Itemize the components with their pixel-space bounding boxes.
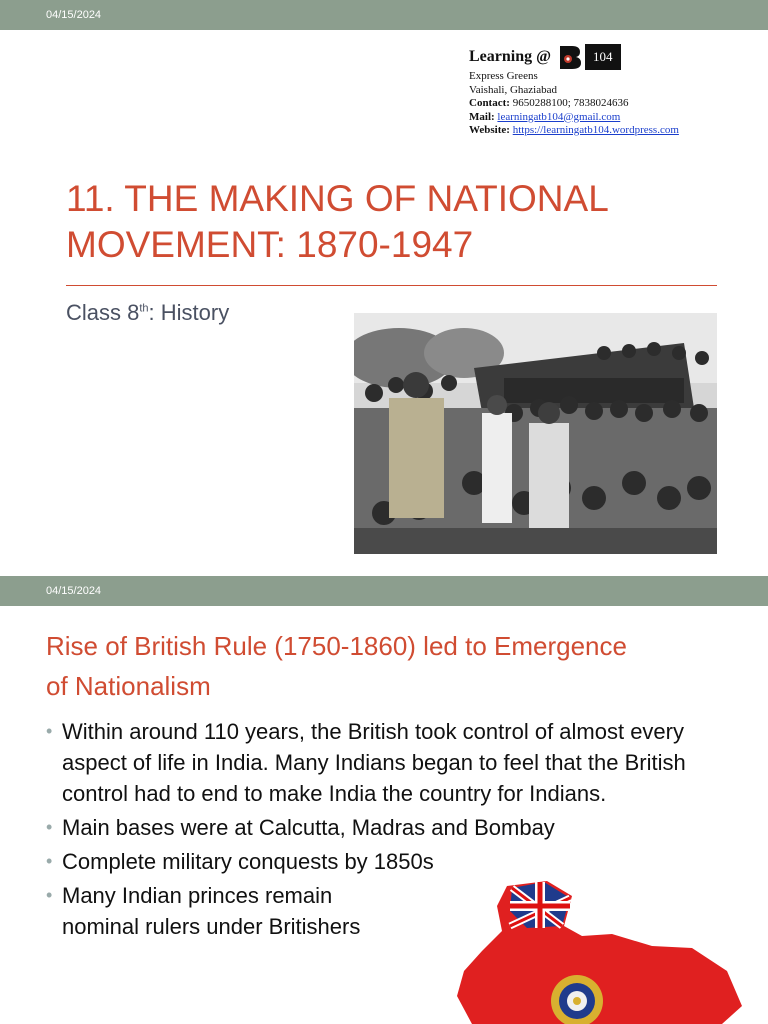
slide-date: 04/15/2024 [46,585,102,597]
british-india-flag-map [452,876,752,1024]
website-label: Website: [469,124,510,136]
contact-label: Contact: [469,97,510,109]
mail-link[interactable]: learningatb104@gmail.com [497,110,621,123]
slide-date: 04/15/2024 [46,9,102,21]
slide-subtitle [66,300,229,326]
address-line-2: Vaishali, Ghaziabad [469,83,557,96]
list-item: • Main bases were at Calcutta, Madras and Bombay [46,812,736,843]
brand-text: Learning @ [469,48,551,65]
contact-line [469,97,679,111]
brand-number: 104 [585,44,621,70]
mail-label: Mail: [469,110,495,123]
contact-block [469,44,679,138]
address-line-1: Express Greens [469,70,538,82]
subtitle-sup: th [139,302,149,315]
list-item: • Complete military conquests by 1850s [46,846,736,877]
brand-header [469,44,679,70]
subtitle-prefix: Class 8 [66,300,140,325]
mail-line [469,111,679,125]
contact-value: 9650288100; 7838024636 [509,97,629,109]
slide-gap [0,556,768,576]
date-bar [0,0,768,30]
bullet-dot-icon: • [46,721,53,741]
slide-heading: Rise of British Rule (1750-1860) led to Emergence of Nationalism [46,631,627,701]
website-link[interactable]: https://learningatb104.wordpress.com [512,124,679,136]
content-slide [0,576,768,1024]
title-divider [66,285,717,286]
list-item: • Many Indian princes remain nominal rulers under Britishers [46,880,736,942]
b-logo-icon [557,44,583,70]
subtitle-suffix: : History [148,300,230,325]
bullet-dot-icon: • [46,885,53,905]
historical-crowd-photo [354,313,717,554]
slide-title: 11. THE MAKING OF NATIONAL MOVEMENT: 1870-1947 [66,178,608,265]
website-line [469,124,679,138]
list-item: • Within around 110 years, the British took control of almost every aspect of life in India. Many Indians began to feel that the British control had to end to make India the country for Indians. [46,716,736,809]
date-bar [0,576,768,606]
bullet-dot-icon: • [46,851,53,871]
bullet-dot-icon: • [46,817,53,837]
